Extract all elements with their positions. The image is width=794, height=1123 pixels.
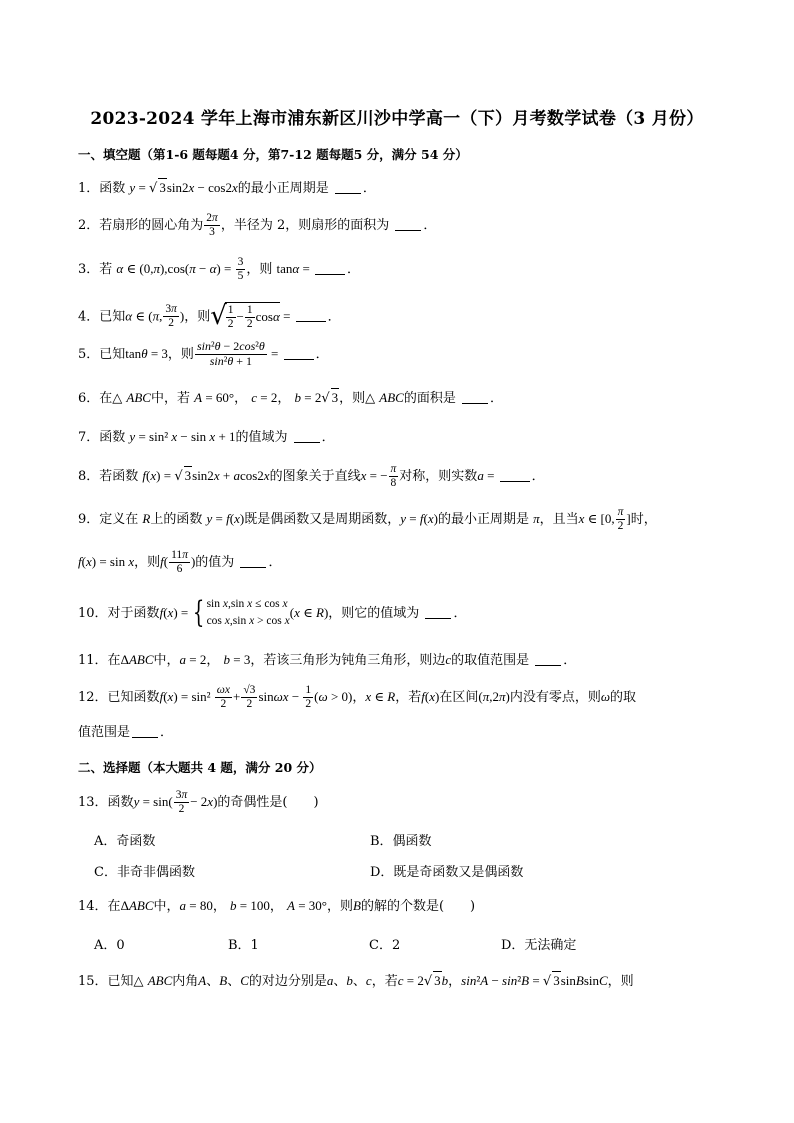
question-6: 6．在△ ABC中，若 A = 60°， c = 2， b = 2√ 3，则△ ABC的面积是 ．: [78, 390, 504, 406]
q14-option-b[interactable]: B．1: [228, 938, 259, 953]
answer-blank[interactable]: [132, 725, 158, 738]
question-11: 11．在ΔABC中，a = 2， b = 3，若该三角形为钝角三角形，则边c的取值范围是 ．: [78, 652, 577, 668]
question-3: 3．若 α ∈ (0,π),cos(π − α) = $\frac{3}{5}$ ，则 tanα = ．: [78, 256, 361, 283]
answer-blank[interactable]: [240, 555, 266, 568]
question-4: 4．已知α ∈ (π, $\frac{3\pi}{2}$ )，则√ $\frac{1}{2}$ − $\frac{1}{2}$ cosα = ．: [78, 301, 341, 331]
question-2: 2．若扇形的圆心角为 $\frac{2\pi}{3}$ ，半径为 2，则扇形的面积为 ．: [78, 212, 437, 239]
q13-option-b[interactable]: B．偶函数: [370, 834, 432, 849]
question-12: 12．已知函数f(x) = sin² $\frac{\omega x}{2}$ + $\frac{√3}{2}$ sinωx − $\frac{1}{2}$ (ω > 0)，x ∈ R，若f(x)在区间(π,2π)内没有零点，则ω的取: [78, 684, 637, 711]
answer-blank[interactable]: [284, 347, 314, 360]
q13-option-c[interactable]: C．非奇非偶函数: [94, 865, 195, 880]
question-9: 9．定义在 R上的函数 y = f(x)既是偶函数又是周期函数，y = f(x)的最小正周期是 π，且当x ∈ [0, $\frac{\pi}{2}$ ]时，: [78, 506, 657, 533]
question-12-line-2: 值范围是 ．: [78, 725, 174, 740]
answer-blank[interactable]: [294, 430, 320, 443]
exam-title: 2023-2024 学年上海市浦东新区川沙中学高一（下）月考数学试卷（3 月份）: [90, 109, 704, 129]
section-choice: 二、选择题（本大题共 4 题，满分 20 分）: [78, 760, 322, 775]
q13-option-d[interactable]: D．既是奇函数又是偶函数: [370, 865, 524, 880]
q13-option-a[interactable]: A．奇函数: [94, 834, 156, 849]
question-13: 13．函数y = sin( $\frac{3\pi}{2}$ − 2x)的奇偶性是( ): [78, 789, 319, 816]
question-5: 5．已知tanθ = 3，则 $\frac{\text{sin²θ − 2cos²θ}}{\text{sin²θ + 1}}$ = ．: [78, 339, 329, 368]
answer-blank[interactable]: [395, 218, 421, 231]
answer-blank[interactable]: [335, 181, 361, 194]
question-1: 1．函数 y = √ 3sin2x − cos2x的最小正周期是 ．: [78, 180, 376, 196]
question-15: 15．已知△ ABC内角A、B、C的对边分别是a、b、c，若c = 2√ 3b，sin²A − sin²B = √ 3sinBsinC，则: [78, 973, 634, 989]
answer-blank[interactable]: [425, 606, 451, 619]
q14-option-d[interactable]: D．无法确定: [501, 938, 577, 953]
question-7: 7．函数 y = sin² x − sin x + 1的值域为 ．: [78, 429, 335, 445]
answer-blank[interactable]: [535, 653, 561, 666]
answer-blank[interactable]: [500, 469, 530, 482]
question-14: 14．在ΔABC中，a = 80， b = 100， A = 30°，则B的解的个数是( ): [78, 898, 476, 914]
q14-option-c[interactable]: C．2: [369, 938, 401, 953]
answer-blank[interactable]: [315, 262, 345, 275]
question-10: 10．对于函数f(x) = { sin x,sin x ≤ cos x cos x,sin x > cos x (x ∈ R)，则它的值域为 ．: [78, 595, 467, 631]
answer-blank[interactable]: [296, 309, 326, 322]
question-8: 8．若函数 f(x) = √ 3sin2x + acos2x的图象关于直线x = − $\frac{\pi}{8}$ 对称，则实数a = ．: [78, 463, 545, 490]
answer-blank[interactable]: [462, 391, 488, 404]
section-fill-in: 一、填空题（第1-6 题每题4 分，第7-12 题每题5 分，满分 54 分）: [78, 147, 468, 162]
q14-option-a[interactable]: A．0: [94, 938, 125, 953]
question-9-line-2: f(x) = sin x，则f( $\frac{11\pi}{6}$ )的值为 ．: [78, 549, 282, 576]
